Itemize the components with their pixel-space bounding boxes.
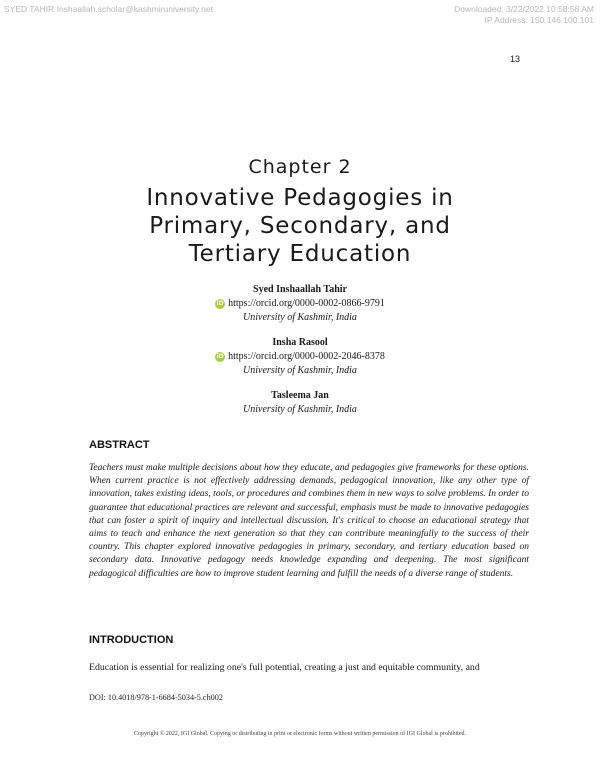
watermark-ip-address: IP Address: 150.146.100.101 [484,15,594,25]
orcid-link[interactable]: https://orcid.org/0000-0002-2046-8378 [228,351,385,362]
author-block [0,283,600,325]
chapter-title [60,184,540,268]
author-affiliation: University of Kashmir, India [243,365,357,376]
orcid-icon: iD [216,300,224,307]
abstract-body: Teachers must make multiple decisions about how they educate, and pedagogies give frameworks for these options. When current practice is not effectively addressing demands, pedagogical innovation, like any other type of innovation, takes existing ideas, tools, or procedures and combines them in new ways to solve problems. In order to guarantee that educational practices are relevant and successful, emphasis must be made to innovative pedagogies that can foster a spirit of inquiry and intellectual discussion. It's critical to choose an educational strategy that aims to teach and enhance the next generation so that they can contribute meaningfully to the success of their country. This chapter explored innovative pedagogies in primary, secondary, and tertiary education based on secondary data. Innovative pedagogy needs knowledge expanding and deepening. The most significant pedagogical difficulties are how to improve student learning and fulfill the needs of a diverse range of students. [89,463,529,579]
author-name: Insha Rasool [272,337,328,348]
doi: DOI: 10.4018/978-1-6684-5034-5.ch002 [89,693,223,702]
chapter-title-line: Tertiary Education [188,241,412,267]
download-watermark-left: SYED TAHIR Inshaallah.scholar@kashmiruniversity.net [4,4,213,14]
page-number: 13 [509,54,520,64]
author-name: Syed Inshaallah Tahir [253,284,347,295]
author-block [0,389,600,417]
author-affiliation: University of Kashmir, India [243,312,357,323]
orcid-link[interactable]: https://orcid.org/0000-0002-0866-9791 [228,298,385,309]
author-name: Tasleema Jan [271,390,329,401]
introduction-body: Education is essential for realizing one's full potential, creating a just and equitable community, and [89,662,480,673]
author-orcid[interactable] [0,350,600,364]
author-list [0,283,600,428]
chapter-title-line: Primary, Secondary, and [149,213,451,239]
author-orcid[interactable] [0,297,600,311]
introduction-heading: INTRODUCTION [89,634,174,646]
watermark-download-date: Downloaded: 3/22/2022 10:58:58 AM [454,4,594,14]
author-block [0,336,600,378]
chapter-title-line: Innovative Pedagogies in [146,185,454,211]
abstract-heading: ABSTRACT [89,439,150,451]
orcid-icon: iD [216,353,224,360]
author-affiliation: University of Kashmir, India [243,404,357,415]
download-watermark-right [454,4,594,26]
copyright-notice: Copyright © 2022, IGI Global. Copying or distributing in print or electronic forms without written permission of IGI Global is prohibited. [133,731,466,737]
chapter-label: Chapter 2 [248,156,352,178]
